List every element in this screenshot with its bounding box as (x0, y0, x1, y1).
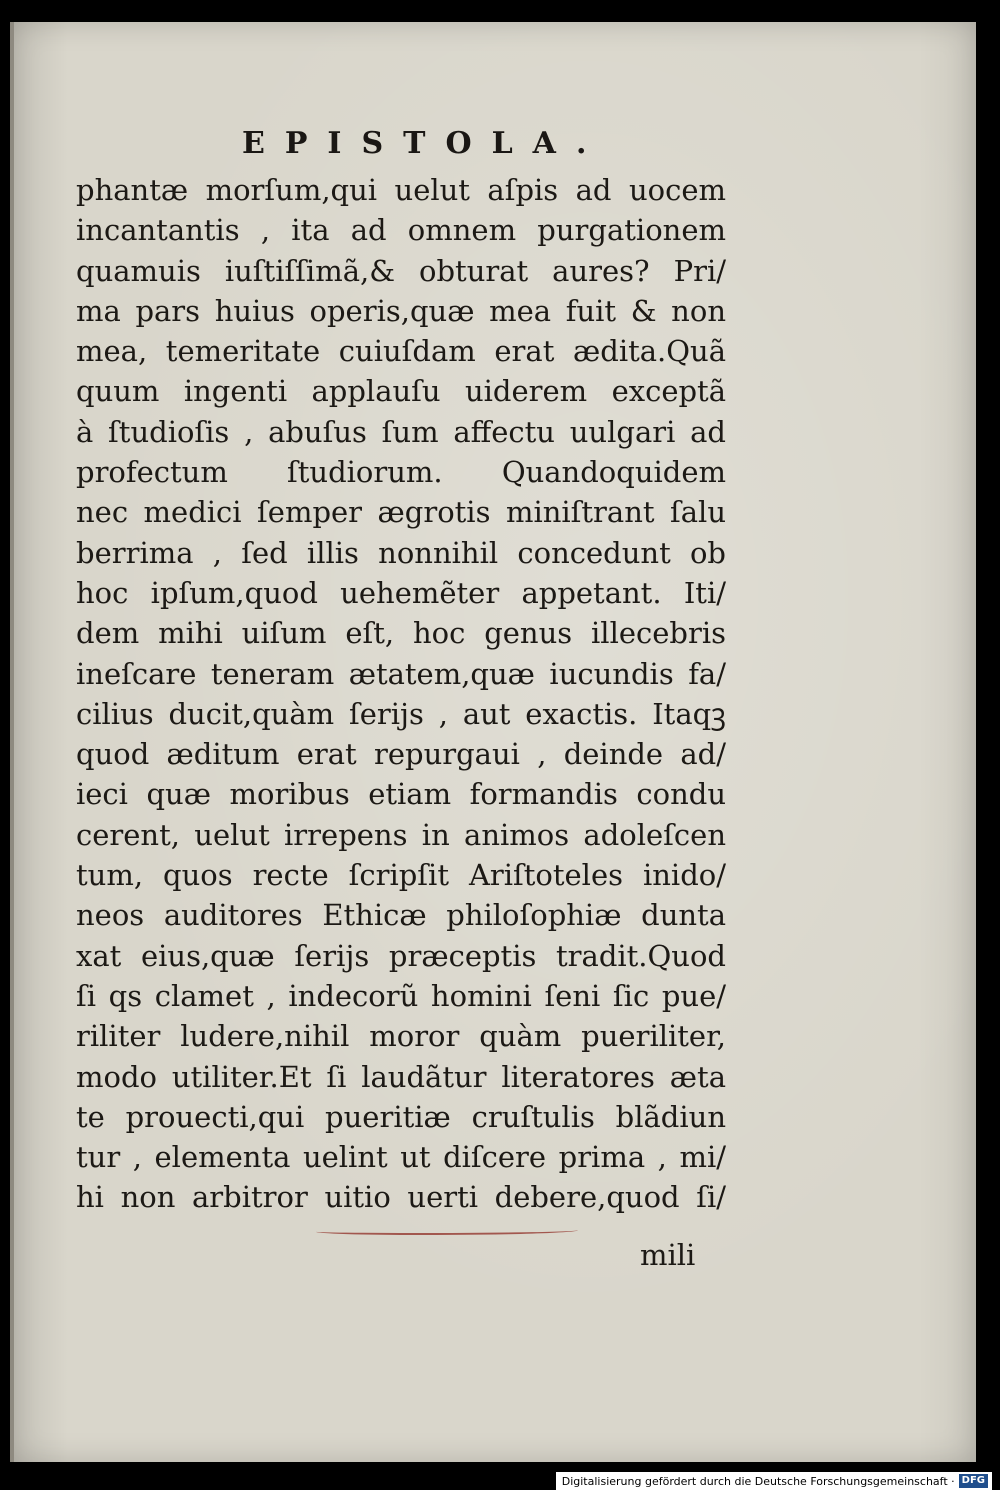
text-line: quamuis iuſtiſſimã,& obturat aures? Pri/ (76, 253, 726, 288)
text-line: neos auditores Ethicæ philoſophiæ dunta (76, 898, 726, 933)
text-block (76, 170, 726, 1218)
running-head: EPISTOLA. (242, 126, 607, 161)
text-line: cilius ducit,quàm ſerijs , aut exactis. Itaqꝫ (76, 696, 726, 731)
manuscript-underline (316, 1227, 578, 1235)
text-line: tum, quos recte ſcripſit Ariſtoteles inido/ (76, 858, 726, 893)
text-line: mea, temeritate cuiuſdam erat ædita.Quã (76, 334, 726, 369)
text-line: tur , elementa uelint ut diſcere prima , mi/ (76, 1140, 726, 1175)
text-line: ieci quæ moribus etiam formandis condu (76, 777, 726, 812)
text-line: modo utiliter.Et ſi laudãtur literatores æta (76, 1059, 726, 1094)
page-edge (10, 22, 14, 1462)
text-line: hoc ipſum,quod uehemẽter appetant. Iti/ (76, 575, 726, 610)
text-line: quum ingenti applauſu uiderem exceptã (76, 374, 726, 409)
text-line: berrima , ſed illis nonnihil concedunt ob (76, 535, 726, 570)
text-line: à ſtudioſis , abuſus ſum affectu uulgari ad (76, 414, 726, 449)
text-line: ineſcare teneram ætatem,quæ iucundis fa/ (76, 656, 726, 691)
text-line: ſi qs clamet , indecorũ homini ſeni ſic pue/ (76, 978, 726, 1013)
text-line: ma pars huius operis,quæ mea fuit & non (76, 293, 726, 328)
text-line: incantantis , ita ad omnem purgationem (76, 213, 726, 248)
text-line: quod æditum erat repurgaui , deinde ad/ (76, 737, 726, 772)
credit-text: Digitalisierung gefördert durch die Deutsche Forschungsgemeinschaft · (561, 1474, 955, 1488)
text-line: te prouecti,qui pueritiæ cruſtulis blãdiun (76, 1099, 726, 1134)
book-page (10, 22, 976, 1462)
text-line: nec medici ſemper ægrotis miniſtrant ſalu (76, 495, 726, 530)
text-line: dem mihi uiſum eſt, hoc genus illecebris (76, 616, 726, 651)
text-line: hi non arbitror uitio uerti debere,quod ſi/ (76, 1180, 726, 1215)
text-line: riliter ludere,nihil moror quàm pueriliter, (76, 1019, 726, 1054)
dfg-logo-icon: DFG (959, 1474, 988, 1488)
text-line: xat eius,quæ ſerijs præceptis tradit.Quod (76, 938, 726, 973)
text-line: cerent, uelut irrepens in animos adoleſcen (76, 817, 726, 852)
text-line: profectum ſtudiorum. Quandoquidem (76, 455, 726, 490)
digitization-credit (556, 1472, 992, 1490)
text-line: phantæ morſum,qui uelut aſpis ad uocem (76, 173, 726, 207)
catchword: mili (640, 1238, 696, 1272)
